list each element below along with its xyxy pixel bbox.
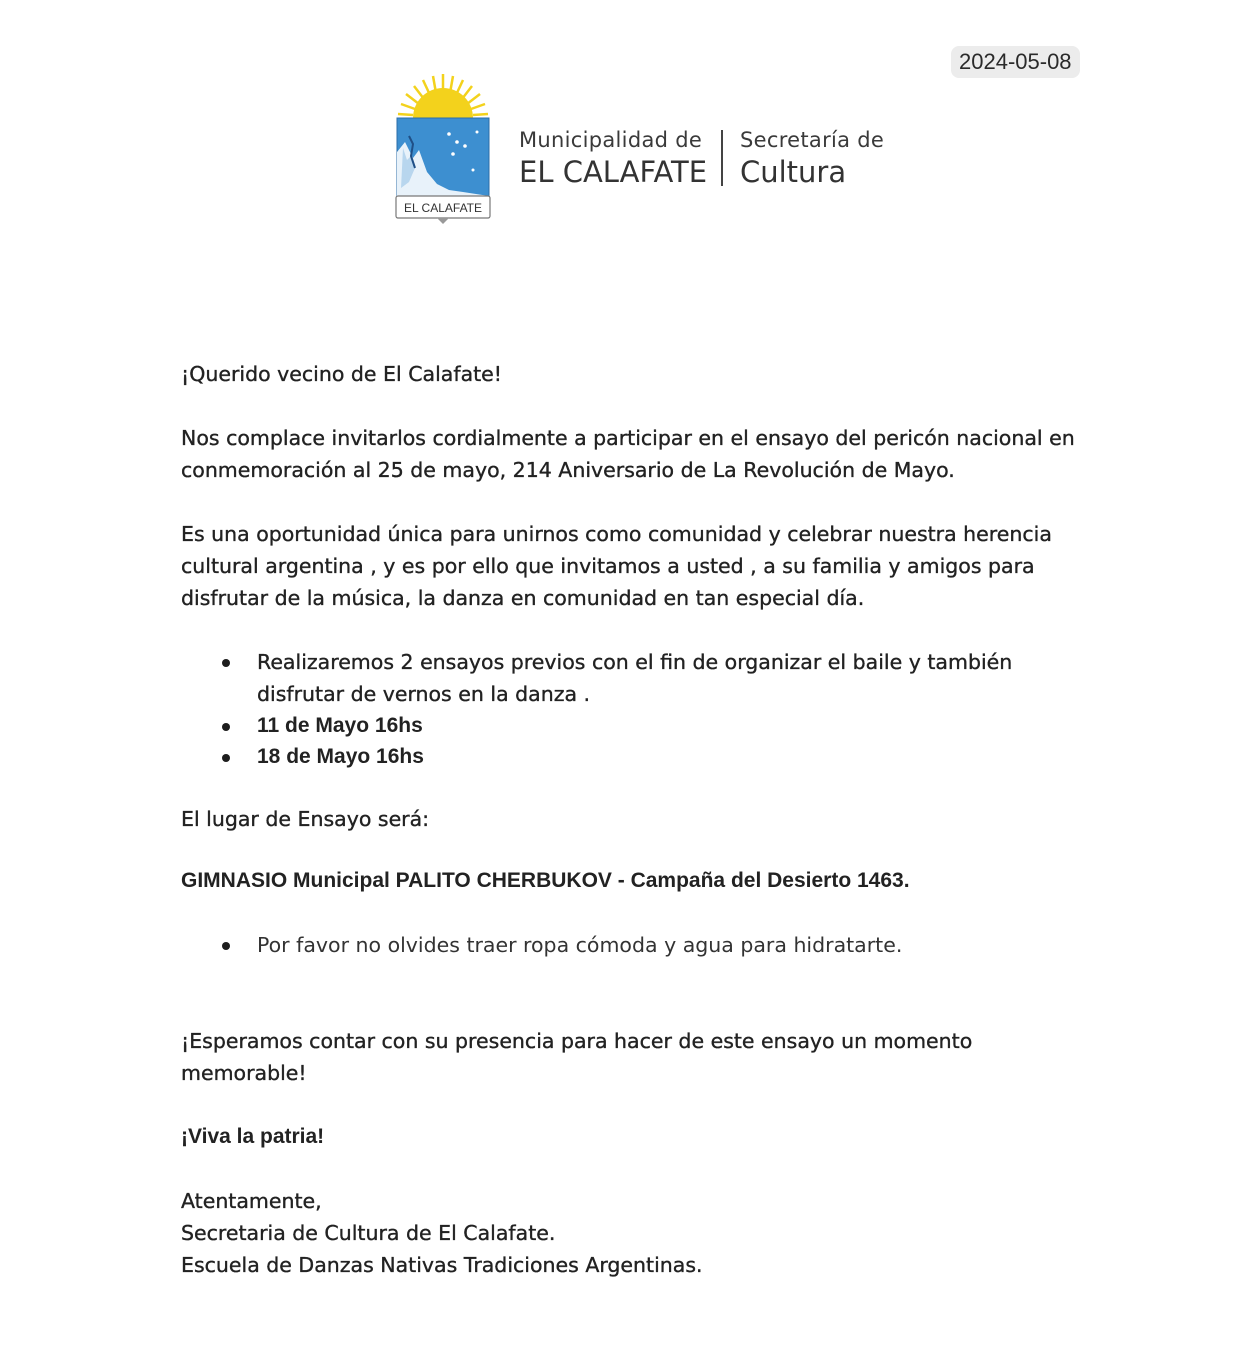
header-divider (721, 130, 723, 186)
date-stamp: 2024-05-08 (951, 46, 1080, 78)
signoff: Atentamente, (181, 1189, 322, 1213)
signature-line-2: Escuela de Danzas Nativas Tradiciones Argentinas. (181, 1253, 703, 1277)
greeting: ¡Querido vecino de El Calafate! (181, 362, 503, 386)
secretariat-wordmark (740, 128, 884, 189)
crest-label: EL CALAFATE (403, 201, 483, 215)
municipality-name: EL CALAFATE (519, 155, 708, 189)
municipality-wordmark (519, 128, 707, 189)
viva-la-patria: ¡Viva la patria! (181, 1125, 325, 1148)
list-item: 11 de Mayo 16hs (181, 710, 1101, 741)
list-item: Realizaremos 2 ensayos previos con el fin de organizar el baile y también disfrutar de vernos en la danza . (181, 646, 1101, 710)
venue-address: GIMNASIO Municipal PALITO CHERBUKOV - Campaña del Desierto 1463. (181, 869, 910, 892)
invitation-paragraph: Nos complace invitarlos cordialmente a participar en el ensayo del pericón nacional en conmemoración al 25 de mayo, 214 Aniversario de La Revolución de Mayo. (181, 426, 1075, 482)
closing-paragraph: ¡Esperamos contar con su presencia para hacer de este ensayo un momento memorable! (181, 1029, 973, 1085)
list-item: 18 de Mayo 16hs (181, 741, 1101, 772)
rehearsal-bullet-list (181, 646, 1101, 710)
community-paragraph: Es una oportunidad única para unirnos como comunidad y celebrar nuestra herencia cultural argentina , y es por ello que invitamos a usted , a su familia y amigos para disfrutar de la música, la danza en comunidad en tan especial día. (181, 522, 1052, 610)
secretariat-name: Cultura (740, 155, 847, 189)
secretariat-prefix: Secretaría de (740, 128, 885, 152)
rehearsal-dates-list (181, 710, 1101, 772)
venue-label: El lugar de Ensayo será: (181, 807, 430, 831)
letter-body (181, 358, 1101, 1281)
list-item: Por favor no olvides traer ropa cómoda y agua para hidratarte. (181, 929, 1101, 961)
letterhead (393, 72, 893, 232)
municipality-prefix: Municipalidad de (519, 128, 703, 152)
reminder-list (181, 929, 1101, 961)
signature-line-1: Secretaria de Cultura de El Calafate. (181, 1221, 556, 1245)
